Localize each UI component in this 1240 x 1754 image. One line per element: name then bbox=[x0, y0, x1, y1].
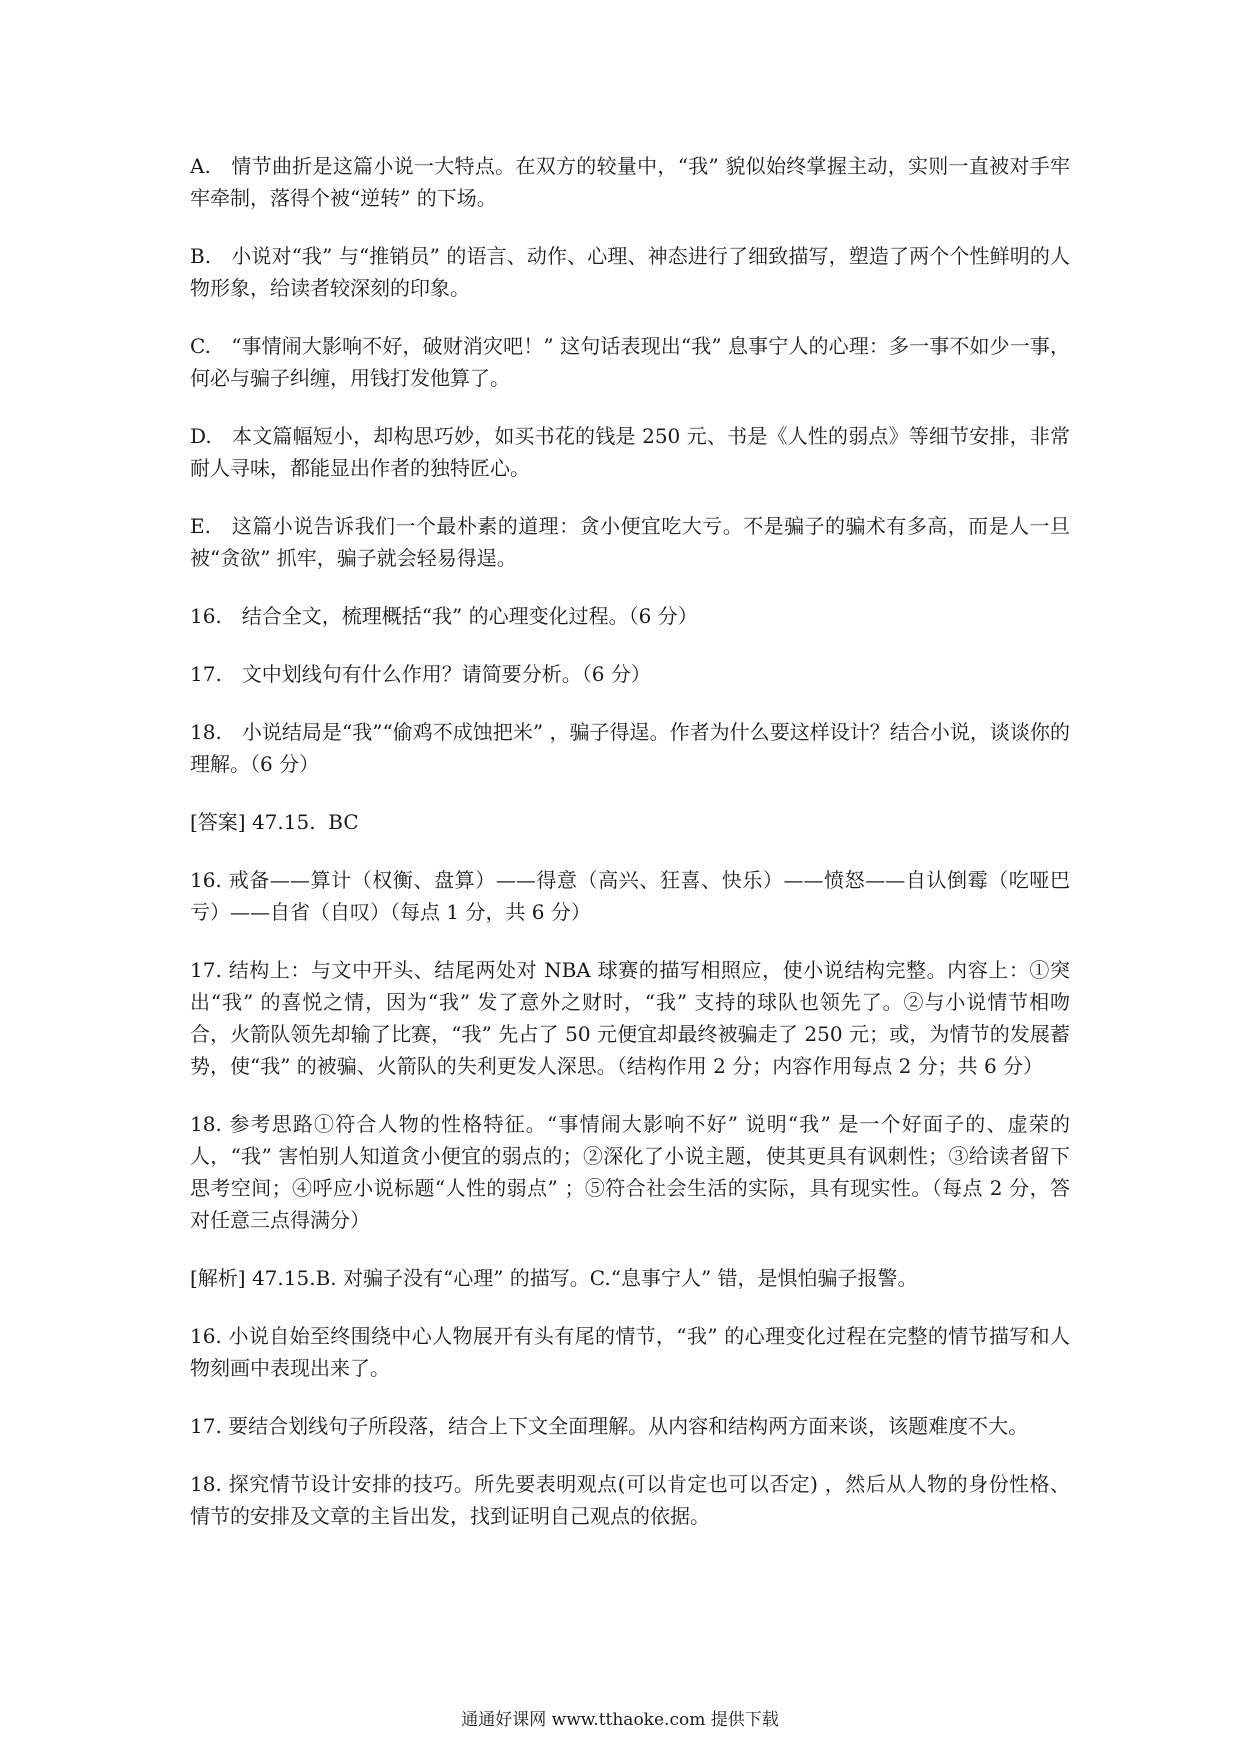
answer-16: 16. 戒备——算计（权衡、盘算）——得意（高兴、狂喜、快乐）——愤怒——自认倒霉（吃哑巴亏）——自省（自叹）（每点 1 分，共 6 分） bbox=[190, 868, 1070, 924]
question-16: 16. 结合全文，梳理概括“我” 的心理变化过程。（6 分） bbox=[190, 604, 698, 628]
page-footer: 通通好课网 www.tthaoke.com 提供下载 bbox=[461, 1710, 779, 1730]
option-c: C. “事情闹大影响不好，破财消灾吧！” 这句话表现出“我” 息事宁人的心理：多一事不如少一事，何必与骗子纠缠，用钱打发他算了。 bbox=[190, 334, 1070, 390]
option-a: A. 情节曲折是这篇小说一大特点。在双方的较量中，“我” 貌似始终掌握主动，实则一直被对手牢牢牵制，落得个被“逆转” 的下场。 bbox=[190, 154, 1070, 210]
analysis-18: 18. 探究情节设计安排的技巧。所先要表明观点(可以肯定也可以否定) ，然后从人物的身份性格、情节的安排及文章的主旨出发，找到证明自己观点的依据。 bbox=[190, 1472, 1070, 1528]
analysis-17: 17. 要结合划线句子所段落，结合上下文全面理解。从内容和结构两方面来谈，该题难度不大。 bbox=[190, 1414, 1029, 1438]
answer-18: 18. 参考思路①符合人物的性格特征。“事情闹大影响不好” 说明“我” 是一个好面子的、虚荣的人，“我” 害怕别人知道贪小便宜的弱点的；②深化了小说主题，使其更具有讽刺性；③给读者留下思考空间；④呼应小说标题“人性的弱点” ；⑤符合社会生活的实际，具有现实性。（每点 2 分，答对任意三点得满分） bbox=[190, 1112, 1070, 1232]
answer-15: [答案] 47.15. BC bbox=[190, 810, 359, 834]
answer-17: 17. 结构上：与文中开头、结尾两处对 NBA 球赛的描写相照应，使小说结构完整。内容上：①突出“我” 的喜悦之情，因为“我” 发了意外之财时，“我” 支持的球队也领先了。②与小说情节相吻合，火箭队领先却输了比赛，“我” 先占了 50 元便宜却最终被骗走了 250 元；或，为情节的发展蓄势，使“我” 的被骗、火箭队的失利更发人深思。（结构作用 2 分；内容作用每点 2 分；共 6 分） bbox=[190, 958, 1070, 1078]
analysis-16: 16. 小说自始至终围绕中心人物展开有头有尾的情节，“我” 的心理变化过程在完整的情节描写和人物刻画中表现出来了。 bbox=[190, 1324, 1070, 1380]
option-e: E. 这篇小说告诉我们一个最朴素的道理：贪小便宜吃大亏。不是骗子的骗术有多高，而是人一旦被“贪欲” 抓牢，骗子就会轻易得逞。 bbox=[190, 514, 1070, 570]
question-18: 18. 小说结局是“我”“偷鸡不成蚀把米” ，骗子得逞。作者为什么要这样设计？结合小说，谈谈你的理解。（6 分） bbox=[190, 720, 1070, 776]
option-b: B. 小说对“我” 与“推销员” 的语言、动作、心理、神态进行了细致描写，塑造了两个个性鲜明的人物形象，给读者较深刻的印象。 bbox=[190, 244, 1070, 300]
document-body bbox=[190, 150, 1070, 1558]
analysis-15: [解析] 47.15.B. 对骗子没有“心理” 的描写。C.“息事宁人” 错，是惧怕骗子报警。 bbox=[190, 1266, 918, 1290]
question-17: 17. 文中划线句有什么作用？请简要分析。（6 分） bbox=[190, 662, 651, 686]
option-d: D. 本文篇幅短小，却构思巧妙，如买书花的钱是 250 元、书是《人性的弱点》等细节安排，非常耐人寻味，都能显出作者的独特匠心。 bbox=[190, 424, 1070, 480]
